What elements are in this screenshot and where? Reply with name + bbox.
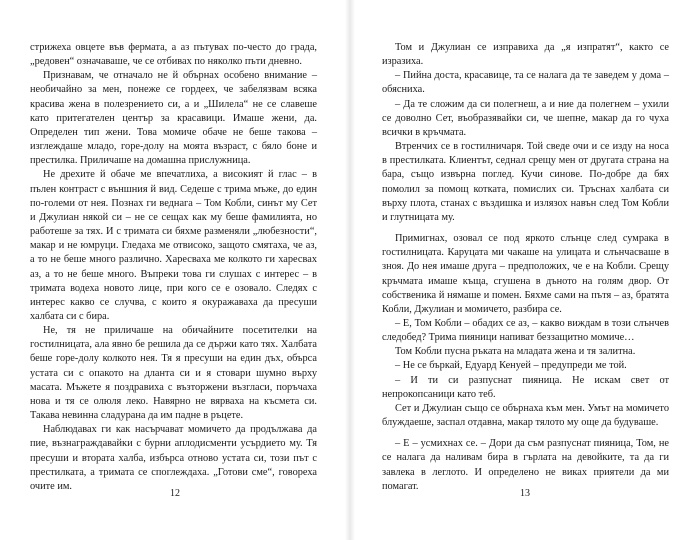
paragraph: Том Кобли пусна ръката на младата жена и тя залитна. [395, 346, 636, 358]
paragraph: – Да те сложим да си полегнеш, а и ние да полегнем – ухили се доволно Сет, въобразявайки си, че шепне, макар да го чуха всички в кръчмата. [382, 98, 669, 138]
paragraph: – Пийна доста, красавице, та се налага да те заведем у дома – обясниха. [382, 70, 669, 96]
paragraph: Сет и Джулиан също се обърнаха към мен. Умът на момичето блуждаеше, заспал отдавна, макар тялото му още да будуваше. [382, 402, 669, 429]
paragraph: Том и Джулиан се изправиха да „я изпратят“, както се изразиха. [382, 42, 669, 68]
paragraph: Втренчих се в гостилничаря. Той сведе очи и се изду на носа в престилката. Клиентът, седнал срещу мен от другата страна на бара, също извърна поглед. Кучи синове. По-добре да бях помолил за помощ котката, помислих си. Тръснах халбата си върху плота, станах с въздишка и излязох навън след Том Кобли и глутницата му. [382, 141, 669, 223]
paragraph: Не дрехите й обаче ме впечатлиха, а високият й глас – в пълен контраст с външния й вид. Седеше с трима мъже, до един по-големи от нея. Познах ги веднага – Том Кобли, синът му Сет и Джулиан някой си – не се сещах как му беше фамилията, но работеше за тях. И с тримата си бяхме разменяли „любезности“, макар и не юмруци. Гледаха ме отвисоко, защото смятаха, че аз, а то не беше много различно. Харесваха ме колкото ги харесвах аз, а то не беше много. Въпреки това ги слушах с интерес – в тримата водеха новото лице, при кого се е озовало. Следях с интерес какво се случва, с които я окуражаваха да пресуши халбата си с бира. [30, 169, 317, 322]
paragraph: – Е, Том Кобли – обадих се аз, – какво виждам в този слънчев следобед? Трима пияници напиват беззащитно момиче… [382, 317, 669, 344]
paragraph: стрижеха овцете във фермата, а аз пътувах по-често до града, „редовен“ означаваше, че се отбивах по няколко пъти дневно. [30, 42, 317, 68]
page-number: 12 [170, 488, 180, 499]
paragraph: – И ти си разпуснат пияница. Не искам свет от непрокопсаници като теб. [382, 374, 669, 400]
paragraph: Наблюдавах ги как насърчават момичето да продължава да пие, възнаграждавайки с бурни аплодисменти усърдието му. Тя пресуши и втората халба, избърса отново устата си, този път с престилката, а тримата се споглеждаха. „Готови сме“, говореха очите им. [30, 424, 317, 492]
left-page-text [30, 41, 317, 494]
paragraph: Не, тя не приличаше на обичайните посетителки на гостилницата, ала явно бе решила да се държи като тях. Халбата беше горе-долу колкото нея. Тя я пресуши на един дъх, обърса устата си с опакото на дланта си и я стовари шумно върху масата. Мъжете я поздравиха с възторжени възгласи, поръчаха нова и тя се олюля леко. Навярно не вярваха на късмета си. Такава невинна сладурана да им падне в ръцете. [30, 325, 317, 422]
page-number: 13 [520, 488, 530, 499]
right-page-text [382, 41, 669, 494]
paragraph: – Не се бъркай, Едуард Кенуей – предупреди ме той. [395, 360, 627, 372]
paragraph: Примигнах, озовал се под яркото слънце след сумрака в гостилницата. Каруцата ми чакаше на улицата и слънчасваше в зноя. До нея имаше друга – предположих, че е на Кобли. Срещу кръчмата имаше къща, сгушена в дъното на голям двор. От собственика й нямаше и помен. Бяхме сами на пътя – аз, братята Кобли, Джулиан и момичето, разбира се. [382, 233, 669, 315]
right-page [350, 0, 700, 540]
paragraph: Признавам, че отначало не й обърнах особено внимание – необичайно за мен, понеже се гордеех, че забелязвам всяка красива жена в полезрението си, а и „Шилела“ не се славеше като притегателен център за красавици. Имаше жени, да. Определен тип жени. Това момиче обаче не беше такова – изглеждаше младо, горе-долу на моята възраст, с бяло боне и престилка. Приличаше на домашна прислужница. [30, 70, 317, 167]
paragraph: – Е – усмихнах се. – Дори да съм разпуснат пияница, Том, не се налага да наливам бира в гърлата на девойките, та да ги завлека в леглото. И определено не виках приятели да ми помагат. [382, 438, 669, 492]
